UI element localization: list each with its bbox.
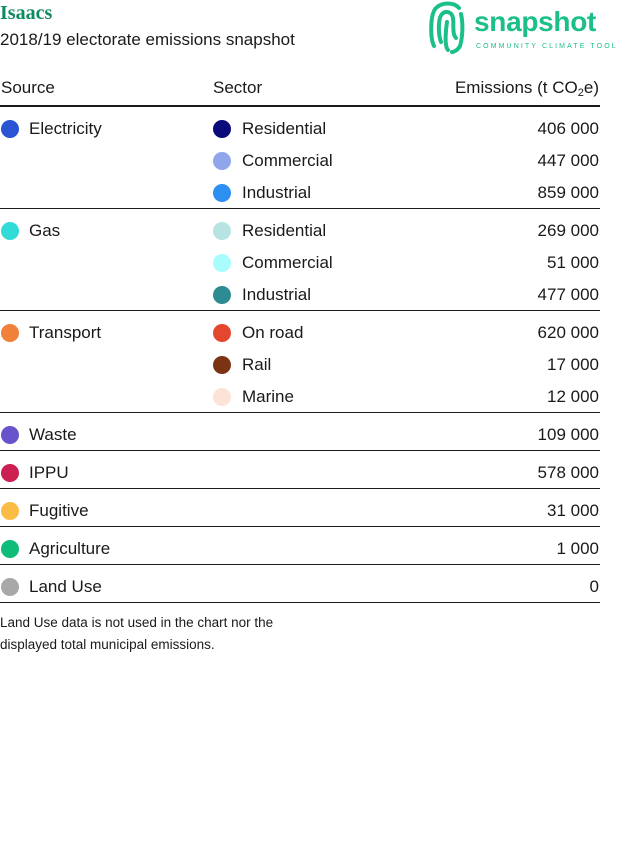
- source-label: Waste: [29, 425, 77, 444]
- table-row: [0, 492, 600, 524]
- emissions-value: 477 000: [537, 285, 599, 304]
- column-header-sector: Sector: [213, 78, 263, 97]
- sector-label: Industrial: [242, 285, 311, 304]
- table-row: [0, 530, 600, 562]
- table-row: [0, 454, 600, 486]
- source-label: Fugitive: [29, 501, 89, 520]
- emissions-value: 447 000: [537, 151, 599, 170]
- source-color-dot: [1, 120, 19, 138]
- emissions-value: 1 000: [556, 539, 599, 558]
- source-group: [0, 527, 600, 565]
- source-group: [0, 311, 600, 413]
- emissions-value: 620 000: [537, 323, 599, 342]
- table-row: [0, 110, 600, 142]
- page-title: Isaacs: [0, 2, 53, 24]
- emissions-value: 406 000: [537, 119, 599, 138]
- emissions-value: 109 000: [537, 425, 599, 444]
- sector-color-dot: [213, 356, 231, 374]
- table-row: [0, 142, 600, 174]
- table-header: [0, 70, 600, 107]
- logo-wordmark: snapshot: [474, 6, 597, 37]
- source-color-dot: [1, 426, 19, 444]
- source-group: [0, 209, 600, 311]
- emissions-value: 31 000: [547, 501, 599, 520]
- column-header-emissions: Emissions (t $CO_2e$): [454, 78, 599, 99]
- source-group: [0, 107, 600, 209]
- source-color-dot: [1, 578, 19, 596]
- sector-label: Marine: [242, 387, 294, 406]
- emissions-value: 859 000: [537, 183, 599, 202]
- sector-label: Rail: [242, 355, 272, 374]
- source-group: [0, 451, 600, 489]
- table-row: [0, 378, 600, 410]
- table-body: [0, 107, 600, 603]
- table-row: [0, 314, 600, 346]
- emissions-value: 269 000: [537, 221, 599, 240]
- emissions-value: 0: [589, 577, 599, 596]
- source-color-dot: [1, 222, 19, 240]
- source-color-dot: [1, 540, 19, 558]
- sector-label: Commercial: [242, 253, 333, 272]
- emissions-value: 51 000: [547, 253, 599, 272]
- sector-color-dot: [213, 184, 231, 202]
- column-header-source: Source: [1, 78, 55, 97]
- source-color-dot: [1, 464, 19, 482]
- table-row: [0, 244, 600, 276]
- sector-label: On road: [242, 323, 304, 342]
- sector-color-dot: [213, 120, 231, 138]
- fingerprint-icon: [428, 0, 468, 54]
- sector-label: Residential: [242, 119, 327, 138]
- sector-color-dot: [213, 152, 231, 170]
- table-row: [0, 276, 600, 308]
- emissions-value: 578 000: [537, 463, 599, 482]
- source-label: Land Use: [29, 577, 102, 596]
- snapshot-logo: [428, 0, 618, 56]
- sector-color-dot: [213, 254, 231, 272]
- source-label: Transport: [29, 323, 102, 342]
- sector-label: Commercial: [242, 151, 333, 170]
- sector-label: Residential: [242, 221, 327, 240]
- emissions-value: 17 000: [547, 355, 599, 374]
- sector-color-dot: [213, 324, 231, 342]
- table-row: [0, 212, 600, 244]
- table-row: [0, 568, 600, 600]
- source-label: Electricity: [29, 119, 102, 138]
- source-group: [0, 489, 600, 527]
- table-row: [0, 416, 600, 448]
- sector-color-dot: [213, 286, 231, 304]
- source-color-dot: [1, 324, 19, 342]
- table-row: [0, 346, 600, 378]
- sector-color-dot: [213, 388, 231, 406]
- header: [0, 0, 618, 62]
- source-group: [0, 565, 600, 603]
- page-subtitle: 2018/19 electorate emissions snapshot: [0, 30, 295, 49]
- emissions-value: 12 000: [547, 387, 599, 406]
- logo-tagline: COMMUNITY CLIMATE TOOL: [476, 43, 618, 50]
- source-label: IPPU: [29, 463, 69, 482]
- table-row: [0, 174, 600, 206]
- sector-label: Industrial: [242, 183, 311, 202]
- footnote: Land Use data is not used in the chart nor the displayed total municipal emissions.: [0, 615, 274, 652]
- sector-color-dot: [213, 222, 231, 240]
- source-group: [0, 413, 600, 451]
- source-label: Agriculture: [29, 539, 111, 558]
- source-color-dot: [1, 502, 19, 520]
- emissions-table: [0, 70, 600, 603]
- source-label: Gas: [29, 221, 61, 240]
